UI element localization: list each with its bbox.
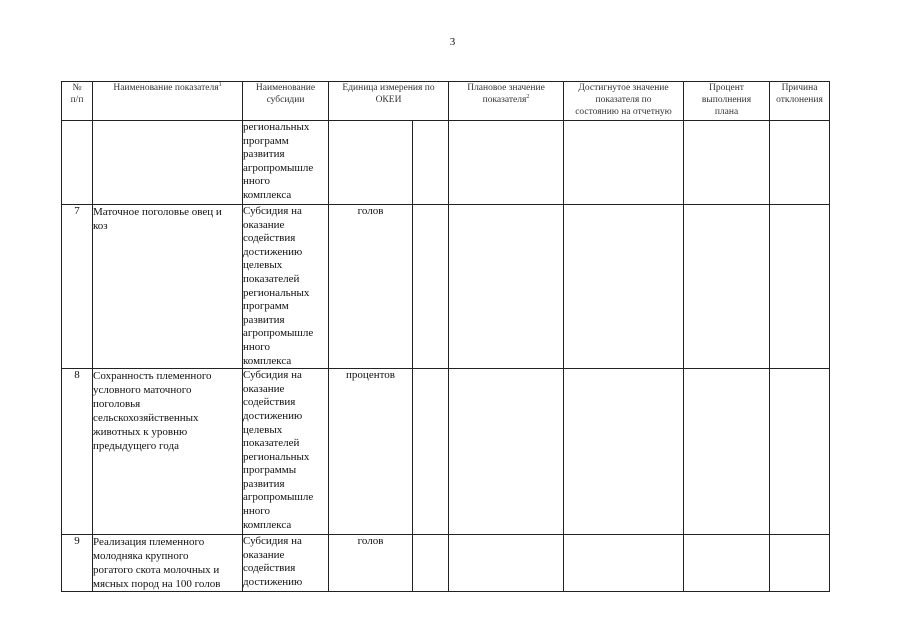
indicator-name-line: Сохранность племенного	[93, 370, 212, 383]
header-subsidy-name: Наименование субсидии	[243, 82, 329, 121]
subsidy-name-line: оказание	[243, 548, 285, 561]
subsidy-name-line: агропромышле	[243, 161, 314, 174]
subsidy-name-line: региональных	[243, 286, 310, 299]
indicator-name-line: мясных пород на 100 голов	[93, 578, 221, 591]
okei-code-cell	[413, 369, 449, 535]
unit-name-cell: голов	[329, 535, 413, 592]
subsidy-name-cell	[243, 121, 329, 205]
reason-cell	[770, 535, 830, 592]
indicator-name-line: поголовья	[93, 398, 141, 411]
unit-name-cell: процентов	[329, 369, 413, 535]
indicator-name-cell	[93, 369, 243, 535]
achieved-value-cell	[564, 205, 684, 369]
subsidy-name-line: региональных	[243, 450, 310, 463]
subsidy-name-line: содействия	[243, 396, 296, 409]
subsidy-name-line: Субсидия на	[243, 535, 302, 548]
row-number: 9	[62, 535, 93, 592]
indicator-name-line: Маточное поголовье овец и	[93, 206, 222, 218]
subsidy-name-line: развития	[243, 477, 285, 490]
subsidy-name-line: развития	[243, 313, 285, 326]
okei-code-cell	[413, 535, 449, 592]
subsidy-name-line: нного	[243, 175, 271, 188]
subsidy-name-line: целевых	[243, 259, 283, 272]
subsidy-name-cell	[243, 205, 329, 369]
subsidy-name-line: показателей	[243, 437, 300, 450]
row-number: 7	[62, 205, 93, 369]
header-deviation-reason: Причина отклонения	[770, 82, 830, 121]
indicator-name-line: Реализация племенного	[93, 536, 205, 549]
subsidy-name-line: региональных	[243, 121, 310, 133]
subsidy-name-cell	[243, 535, 329, 592]
planned-value-cell	[449, 121, 564, 205]
percent-cell	[684, 369, 770, 535]
subsidy-name-line: комплекса	[243, 518, 292, 531]
okei-code-cell	[413, 121, 449, 205]
subsidy-name-line: агропромышле	[243, 491, 314, 504]
subsidy-name-line: программ	[243, 300, 289, 313]
indicator-name-line: предыдущего года	[93, 440, 179, 453]
indicator-name-line: коз	[93, 220, 108, 232]
reason-cell	[770, 205, 830, 369]
percent-cell	[684, 205, 770, 369]
subsidy-name-line: нного	[243, 505, 271, 518]
achieved-value-cell	[564, 369, 684, 535]
subsidy-name-cell	[243, 369, 329, 535]
subsidy-name-line: целевых	[243, 423, 283, 436]
subsidy-name-line: достижению	[243, 245, 303, 258]
table-row	[62, 369, 830, 535]
row-number	[62, 121, 93, 205]
subsidy-name-line: показателей	[243, 272, 300, 285]
subsidy-name-line: Субсидия на	[243, 369, 302, 382]
indicators-table	[61, 81, 830, 592]
planned-value-cell	[449, 205, 564, 369]
indicator-name-line: условного маточного	[93, 384, 192, 397]
subsidy-name-line: содействия	[243, 562, 296, 575]
percent-cell	[684, 121, 770, 205]
subsidy-name-line: комплекса	[243, 188, 292, 201]
subsidy-name-line: комплекса	[243, 354, 292, 367]
subsidy-name-line: нного	[243, 340, 271, 353]
row-number: 8	[62, 369, 93, 535]
header-num: № п/п	[62, 82, 93, 121]
indicator-name-cell	[93, 535, 243, 592]
indicator-name-line: сельскохозяйственных	[93, 412, 199, 425]
subsidy-name-line: оказание	[243, 382, 285, 395]
page-number: 3	[449, 36, 456, 48]
table-row	[62, 535, 830, 592]
indicator-name-cell	[93, 121, 243, 205]
unit-name-cell: голов	[329, 205, 413, 369]
indicator-name-cell	[93, 205, 243, 369]
table-row	[62, 205, 830, 369]
subsidy-name-line: развития	[243, 148, 285, 161]
header-okei-unit: Единица измерения по ОКЕИ	[329, 82, 449, 121]
header-planned-value: Плановое значение показателя$^2$	[449, 82, 564, 121]
subsidy-name-line: агропромышле	[243, 327, 314, 340]
unit-name-cell	[329, 121, 413, 205]
subsidy-name-line: программ	[243, 134, 289, 147]
header-achieved-value: Достигнутое значение показателя по состоянию на отчетную	[564, 82, 684, 121]
reason-cell	[770, 369, 830, 535]
subsidy-name-line: программы	[243, 464, 297, 477]
subsidy-name-line: достижению	[243, 409, 303, 422]
indicator-name-line: животных к уровню	[93, 426, 188, 439]
subsidy-name-line: достижению	[243, 575, 303, 588]
subsidy-name-line: Субсидия на	[243, 205, 302, 217]
percent-cell	[684, 535, 770, 592]
table-row	[62, 121, 830, 205]
okei-code-cell	[413, 205, 449, 369]
achieved-value-cell	[564, 535, 684, 592]
reason-cell	[770, 121, 830, 205]
header-indicator-name: Наименование показателя$^1$	[93, 82, 243, 121]
header-percent-completion: Процент выполнения плана	[684, 82, 770, 121]
indicator-name-line: молодняка крупного	[93, 550, 189, 563]
achieved-value-cell	[564, 121, 684, 205]
header-row	[62, 82, 830, 121]
subsidy-name-line: содействия	[243, 232, 296, 245]
planned-value-cell	[449, 535, 564, 592]
indicator-name-line: рогатого скота молочных и	[93, 564, 220, 577]
planned-value-cell	[449, 369, 564, 535]
subsidy-name-line: оказание	[243, 218, 285, 231]
